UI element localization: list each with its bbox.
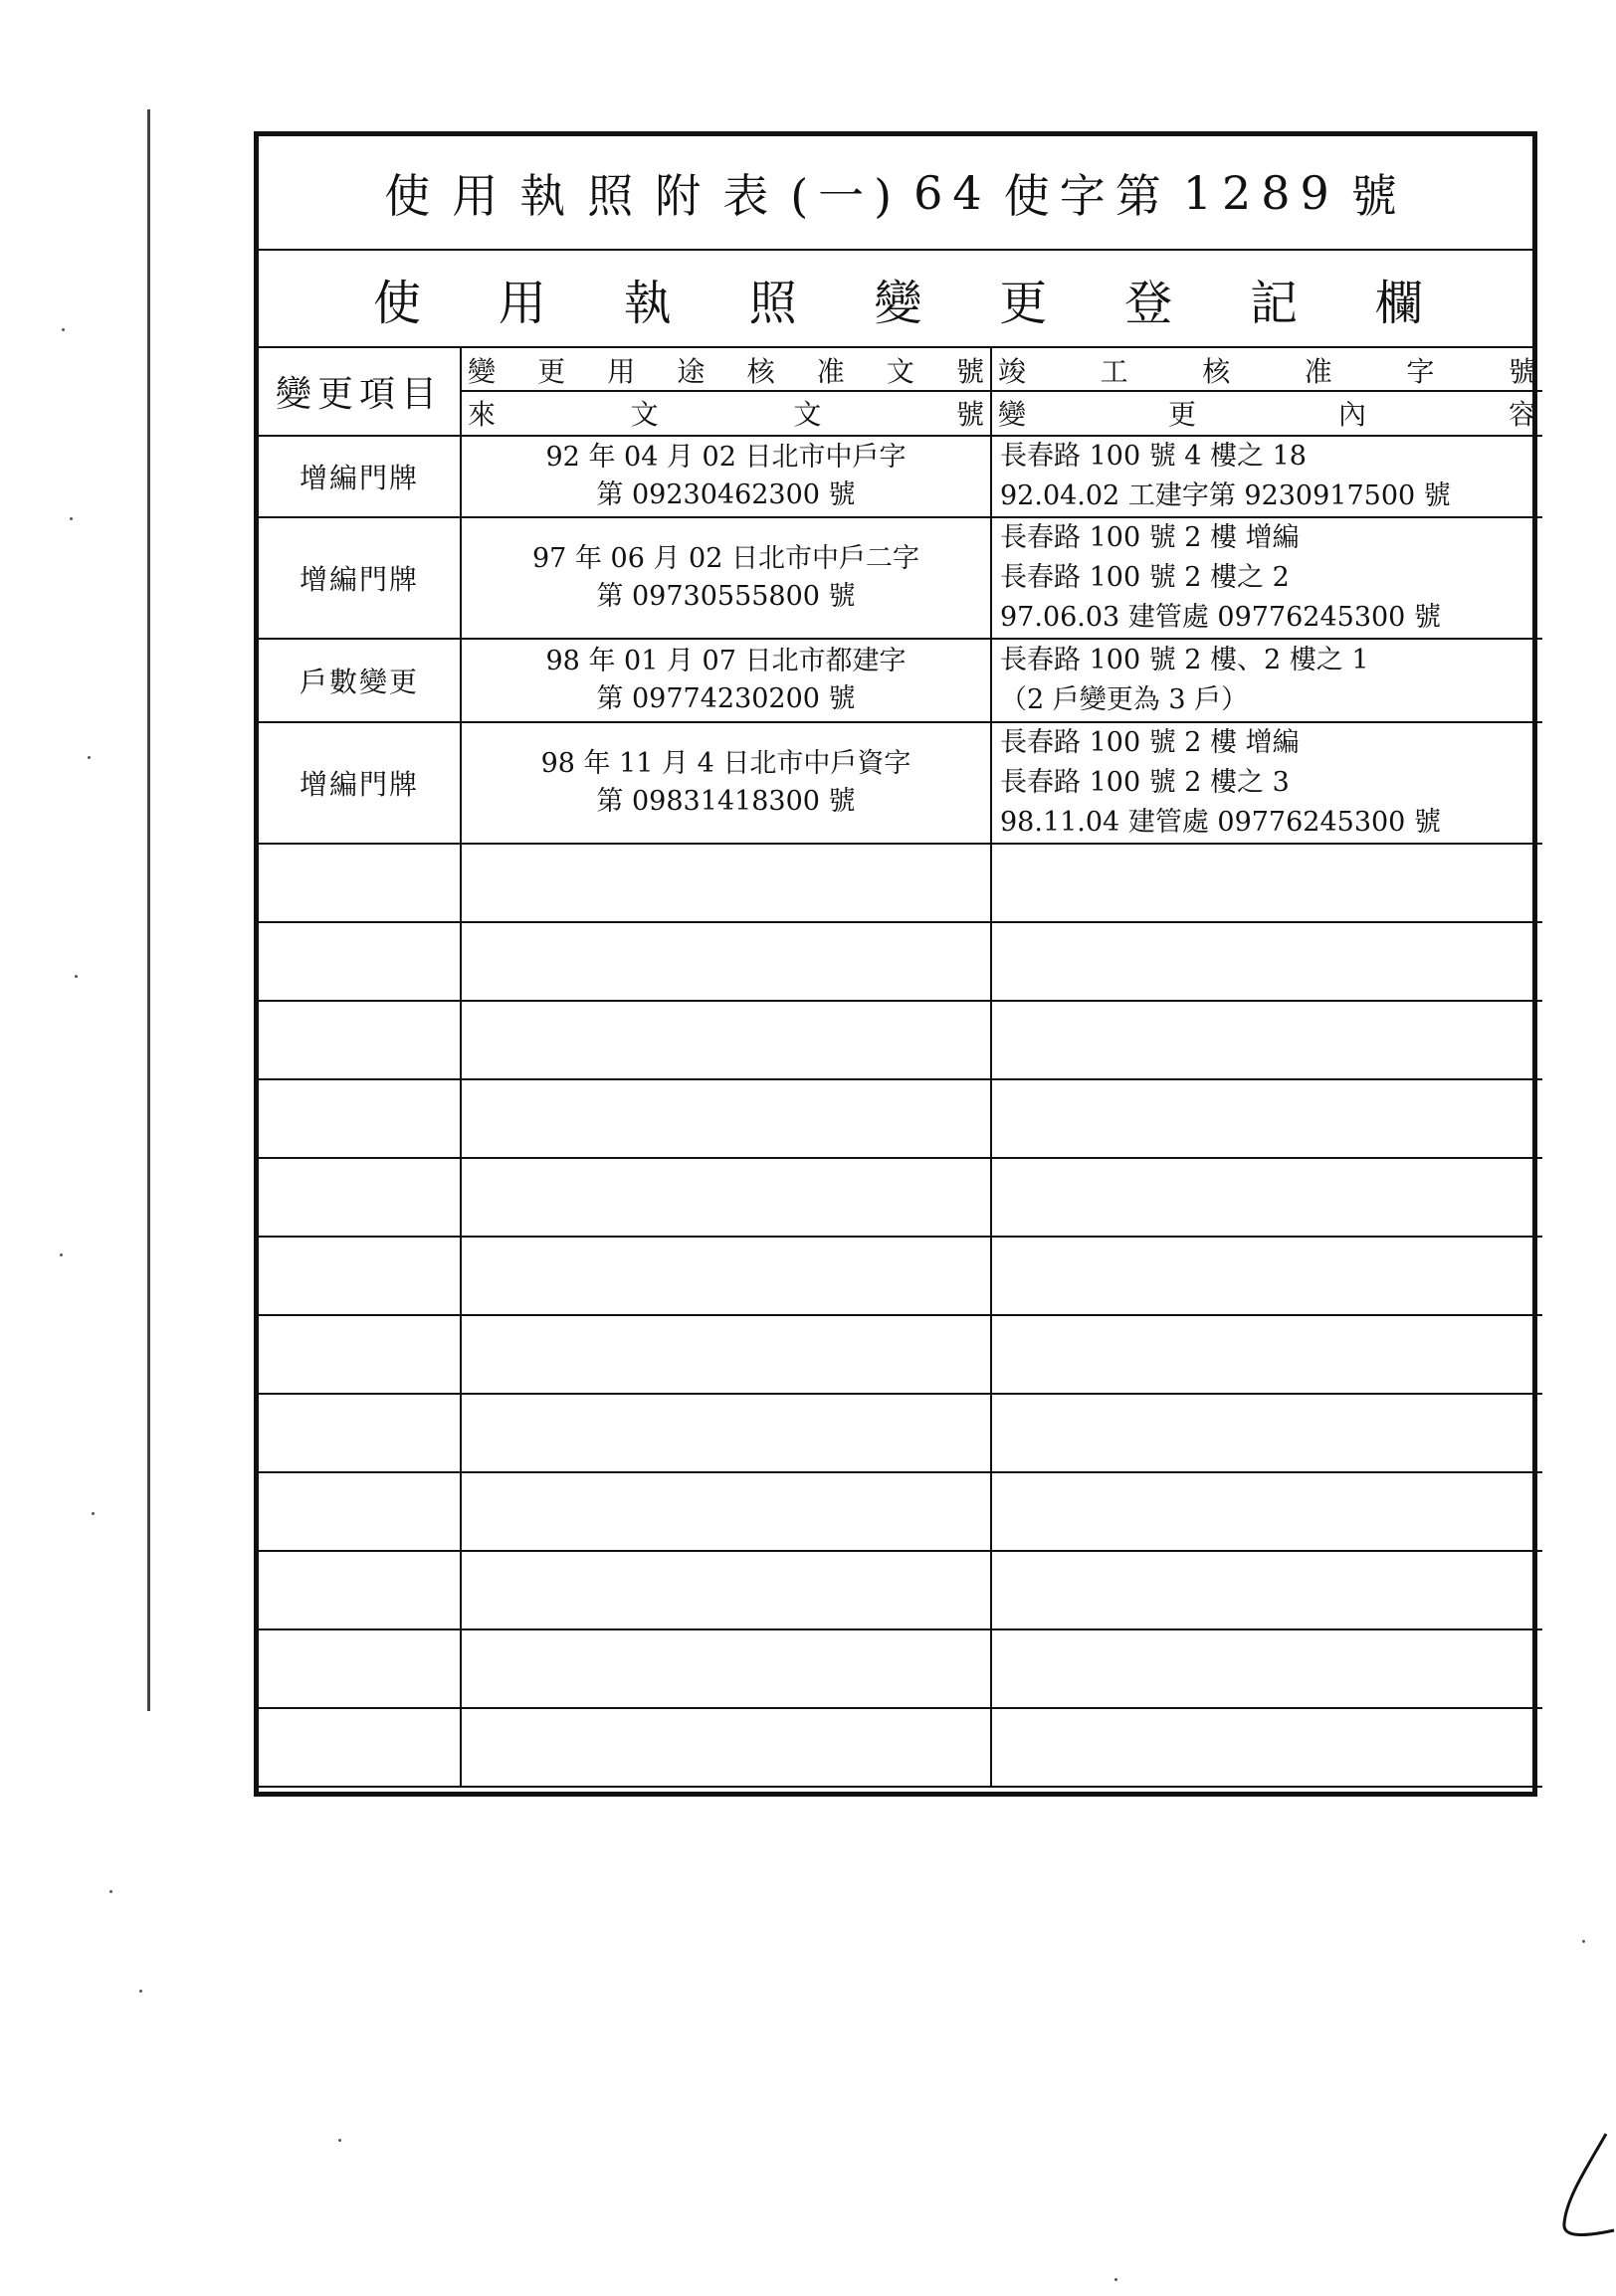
empty-cell	[461, 1394, 991, 1472]
empty-cell	[461, 1079, 991, 1158]
header-char: 竣	[998, 354, 1027, 388]
empty-cell	[991, 1158, 1542, 1237]
section-heading-char: 記	[1250, 275, 1299, 331]
empty-table-row	[259, 1629, 1542, 1708]
change-content-line: 長春路 100 號 2 樓、2 樓之 1	[1000, 645, 1369, 675]
title-char: 1289	[1182, 165, 1339, 220]
empty-cell	[259, 922, 461, 1001]
change-content-cell	[991, 436, 1542, 517]
empty-cell	[991, 922, 1542, 1001]
title-char: 使字第	[1003, 168, 1171, 223]
empty-cell	[991, 1079, 1542, 1158]
handwritten-page-mark	[1546, 2129, 1616, 2278]
header-doc-top	[462, 350, 990, 392]
column-header-doc	[461, 348, 991, 436]
empty-cell	[259, 1237, 461, 1315]
section-heading-char: 使	[373, 275, 422, 331]
document-number-cell	[461, 436, 991, 517]
header-char: 更	[1167, 397, 1196, 431]
document-title	[259, 136, 1532, 251]
empty-table-row	[259, 1394, 1542, 1472]
empty-cell	[461, 1315, 991, 1394]
title-char: 執	[519, 168, 576, 223]
empty-table-row	[259, 1158, 1542, 1237]
empty-table-row	[259, 1079, 1542, 1158]
empty-cell	[991, 1629, 1542, 1708]
scan-speck	[88, 756, 91, 759]
title-char: 號	[1350, 168, 1407, 223]
title-char: 附	[655, 168, 711, 223]
change-content-line: 長春路 100 號 2 樓之 2	[1000, 562, 1290, 593]
empty-table-row	[259, 1551, 1542, 1629]
header-char: 號	[955, 354, 984, 388]
document-number-line: 第 09730555800 號	[596, 581, 856, 612]
title-char: 表	[722, 168, 779, 223]
header-char: 工	[1100, 354, 1128, 388]
empty-table-row	[259, 844, 1542, 922]
header-char: 變	[998, 397, 1027, 431]
section-heading-char: 執	[623, 275, 672, 331]
scan-speck	[109, 1890, 112, 1893]
header-char: 號	[955, 397, 984, 431]
empty-cell	[991, 1551, 1542, 1629]
header-char: 字	[1406, 354, 1435, 388]
permit-change-register	[254, 131, 1537, 1797]
empty-cell	[461, 922, 991, 1001]
scan-speck	[92, 1512, 95, 1515]
title-char: (一)	[790, 168, 903, 223]
change-item-cell: 增編門牌	[259, 517, 461, 639]
empty-cell	[461, 1472, 991, 1551]
header-char: 號	[1508, 354, 1536, 388]
header-doc-bottom	[462, 392, 990, 434]
scan-margin-line	[147, 109, 150, 1711]
header-char: 用	[607, 354, 636, 388]
empty-cell	[461, 1629, 991, 1708]
table-row	[259, 517, 1542, 639]
empty-cell	[991, 1001, 1542, 1079]
change-content-line: 長春路 100 號 2 樓之 3	[1000, 767, 1290, 798]
change-content-cell	[991, 517, 1542, 639]
scan-speck	[62, 328, 65, 331]
document-number-line: 97 年 06 月 02 日北市中戶二字	[532, 543, 919, 574]
header-char: 文	[793, 397, 822, 431]
empty-cell	[259, 1315, 461, 1394]
header-char: 文	[886, 354, 914, 388]
change-register-table	[259, 348, 1542, 1788]
title-char: 使	[384, 168, 441, 223]
scan-speck	[1582, 1940, 1585, 1943]
title-char: 64	[913, 165, 992, 220]
empty-cell	[259, 1629, 461, 1708]
document-number-cell	[461, 722, 991, 844]
table-row	[259, 639, 1542, 722]
empty-table-row	[259, 922, 1542, 1001]
empty-cell	[461, 1237, 991, 1315]
section-heading-char: 登	[1124, 275, 1173, 331]
empty-cell	[259, 1001, 461, 1079]
header-content-bottom	[992, 392, 1542, 434]
header-content-top	[992, 350, 1542, 392]
section-heading-char: 更	[999, 275, 1048, 331]
empty-table-row	[259, 1472, 1542, 1551]
change-content-line: 98.11.04 建管處 09776245300 號	[1000, 807, 1441, 838]
empty-table-row	[259, 1315, 1542, 1394]
empty-cell	[461, 844, 991, 922]
empty-cell	[991, 1394, 1542, 1472]
document-number-cell	[461, 517, 991, 639]
scan-speck	[60, 1253, 63, 1256]
scan-speck	[338, 2139, 341, 2142]
table-row	[259, 722, 1542, 844]
empty-cell	[259, 844, 461, 922]
header-char: 文	[630, 397, 659, 431]
empty-table-row	[259, 1001, 1542, 1079]
header-char: 容	[1508, 397, 1536, 431]
header-char: 核	[746, 354, 775, 388]
empty-cell	[991, 1472, 1542, 1551]
scan-speck	[139, 1990, 142, 1993]
document-number-line: 第 09230462300 號	[596, 479, 856, 510]
header-char: 變	[468, 354, 497, 388]
section-heading	[259, 251, 1532, 348]
document-number-line: 第 09774230200 號	[596, 683, 856, 714]
empty-cell	[991, 1315, 1542, 1394]
change-item-cell: 增編門牌	[259, 436, 461, 517]
empty-cell	[461, 1001, 991, 1079]
change-content-line: （2 戶變更為 3 戶）	[1000, 684, 1249, 715]
change-content-line: 長春路 100 號 2 樓 增編	[1000, 522, 1300, 553]
section-heading-char: 照	[748, 275, 797, 331]
empty-cell	[259, 1394, 461, 1472]
change-register-body	[259, 348, 1542, 1787]
empty-cell	[991, 1708, 1542, 1787]
title-char: 照	[587, 168, 644, 223]
empty-cell	[991, 844, 1542, 922]
empty-cell	[991, 1237, 1542, 1315]
empty-cell	[259, 1472, 461, 1551]
column-header-content	[991, 348, 1542, 436]
header-char: 准	[1304, 354, 1332, 388]
empty-cell	[461, 1551, 991, 1629]
empty-cell	[259, 1708, 461, 1787]
column-header-row	[259, 348, 1542, 436]
header-char: 途	[677, 354, 706, 388]
empty-cell	[259, 1551, 461, 1629]
scan-speck	[70, 517, 73, 520]
header-char: 准	[816, 354, 845, 388]
document-number-line: 第 09831418300 號	[596, 786, 856, 817]
change-item-cell: 戶數變更	[259, 639, 461, 722]
scan-speck	[75, 975, 78, 978]
title-char: 用	[452, 168, 508, 223]
change-content-cell	[991, 639, 1542, 722]
section-heading-char: 變	[874, 275, 922, 331]
table-row	[259, 436, 1542, 517]
document-number-line: 98 年 01 月 07 日北市都建字	[545, 646, 907, 676]
section-heading-char: 欄	[1374, 275, 1423, 331]
header-char: 來	[468, 397, 497, 431]
empty-cell	[259, 1079, 461, 1158]
section-heading-char: 用	[498, 275, 546, 331]
header-char: 內	[1337, 397, 1366, 431]
scan-speck	[1114, 2278, 1117, 2281]
empty-cell	[259, 1158, 461, 1237]
empty-table-row	[259, 1708, 1542, 1787]
empty-cell	[461, 1158, 991, 1237]
document-number-line: 92 年 04 月 02 日北市中戶字	[545, 442, 907, 473]
change-content-line: 長春路 100 號 4 樓之 18	[1000, 441, 1307, 472]
change-content-cell	[991, 722, 1542, 844]
change-content-line: 92.04.02 工建字第 9230917500 號	[1000, 480, 1451, 511]
change-content-line: 97.06.03 建管處 09776245300 號	[1000, 602, 1441, 633]
header-char: 更	[537, 354, 566, 388]
empty-table-row	[259, 1237, 1542, 1315]
document-number-line: 98 年 11 月 4 日北市中戶資字	[540, 748, 911, 779]
document-number-cell	[461, 639, 991, 722]
column-header-item: 變更項目	[259, 348, 461, 436]
empty-cell	[461, 1708, 991, 1787]
change-item-cell: 增編門牌	[259, 722, 461, 844]
change-content-line: 長春路 100 號 2 樓 增編	[1000, 727, 1300, 758]
header-char: 核	[1202, 354, 1231, 388]
